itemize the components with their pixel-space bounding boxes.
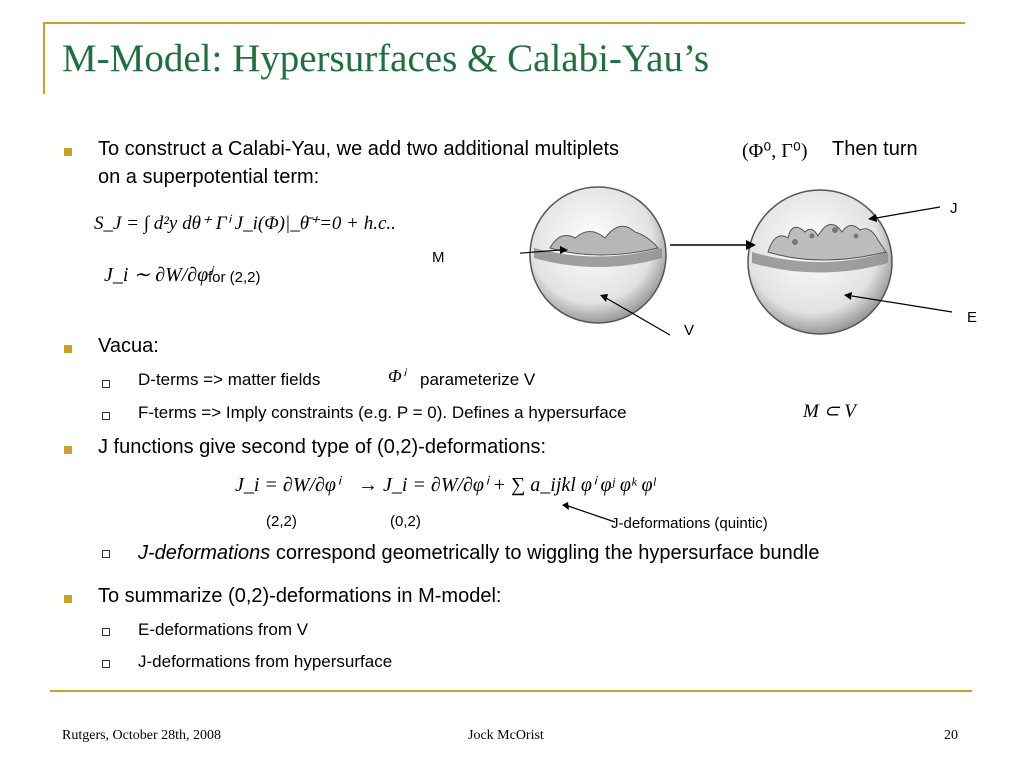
bullet-marker bbox=[64, 345, 72, 353]
sub-bullet-marker bbox=[102, 550, 110, 558]
bottom-rule bbox=[50, 690, 972, 692]
hypersurface-illustration bbox=[520, 170, 1000, 370]
label-j: J bbox=[950, 200, 958, 217]
label-v: V bbox=[684, 322, 695, 339]
formula-ji-02: → J_i = ∂W/∂φⁱ + ∑ a_ijkl φⁱ φʲ φᵏ φˡ bbox=[358, 474, 656, 496]
m-subset-v-math: M ⊂ V bbox=[803, 401, 856, 422]
bullet3-sub-rest: correspond geometrically to wiggling the hypersurface bundle bbox=[270, 542, 820, 564]
vacua-label: Vacua: bbox=[98, 335, 159, 357]
bullet3-sub bbox=[138, 542, 819, 565]
e-deformations-text: E-deformations from V bbox=[138, 620, 309, 639]
annotation-arrow bbox=[560, 500, 620, 530]
sub-bullet-marker bbox=[102, 412, 110, 420]
footer-center: Jock McOrist bbox=[468, 728, 544, 743]
fterms-text: F-terms => Imply constraints (e.g. P = 0). Defines a hypersurface bbox=[138, 403, 627, 422]
sphere-v-right bbox=[748, 190, 892, 334]
j-deformations-italic: J-deformations bbox=[138, 542, 271, 564]
tag-02: (0,2) bbox=[390, 513, 421, 530]
label-m: M bbox=[432, 249, 445, 266]
bullet1-line1-end: Then turn bbox=[832, 138, 918, 160]
title-side-rule bbox=[43, 22, 45, 94]
bullet-marker bbox=[64, 148, 72, 156]
label-e: E bbox=[967, 309, 978, 326]
bullet-marker bbox=[64, 446, 72, 454]
bullet1-line1: To construct a Calabi-Yau, we add two additional multiplets bbox=[98, 138, 620, 160]
for-22-label: for (2,2) bbox=[208, 269, 261, 286]
dterms-text: D-terms => matter fields bbox=[138, 370, 321, 389]
pointer-j bbox=[876, 207, 940, 218]
sub-bullet-marker bbox=[102, 660, 110, 668]
sub-bullet-marker bbox=[102, 628, 110, 636]
bullet3-text: J functions give second type of (0,2)-deformations: bbox=[98, 436, 547, 458]
multiplets-math: (Φ⁰, Γ⁰) bbox=[742, 140, 808, 162]
j-deformations-text: J-deformations from hypersurface bbox=[138, 652, 393, 671]
formula-ji-approx: J_i ∼ ∂W/∂φⁱ bbox=[104, 264, 212, 286]
j-deformations-annotation: J-deformations (quintic) bbox=[611, 515, 768, 532]
bullet4-text: To summarize (0,2)-deformations in M-model: bbox=[98, 585, 502, 607]
top-rule bbox=[43, 22, 965, 24]
formula-ji-22: J_i = ∂W/∂φⁱ bbox=[235, 474, 340, 496]
slide-title: M-Model: Hypersurfaces & Calabi-Yau’s bbox=[62, 37, 710, 80]
formula-sj: S_J = ∫ d²y dθ⁺ Γⁱ J_i(Φ)|_θ̄⁺=0 + h.c.. bbox=[94, 213, 396, 234]
dterms-text-end: parameterize V bbox=[420, 370, 536, 389]
footer-left: Rutgers, October 28th, 2008 bbox=[62, 728, 222, 743]
sub-bullet-marker bbox=[102, 380, 110, 388]
phi-i-math: Φⁱ bbox=[388, 366, 405, 386]
sphere-v-left bbox=[530, 187, 666, 323]
bullet1-line2: on a superpotential term: bbox=[98, 166, 320, 188]
tag-22: (2,2) bbox=[266, 513, 297, 530]
page-number: 20 bbox=[944, 728, 958, 743]
bullet-marker bbox=[64, 595, 72, 603]
